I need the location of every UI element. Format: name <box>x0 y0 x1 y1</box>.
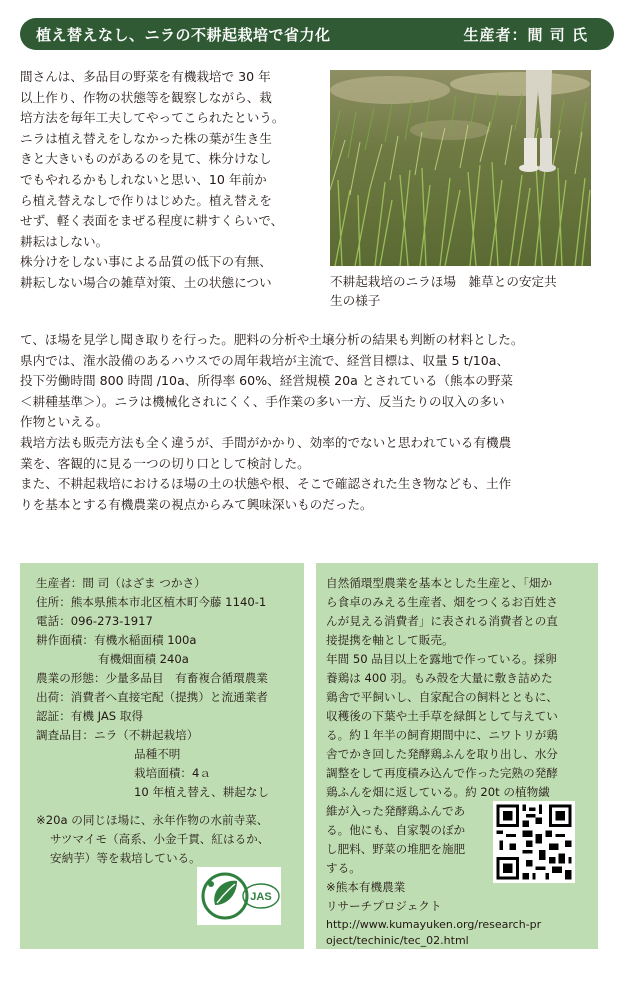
jas-mark-icon <box>197 867 281 925</box>
profile-line: 栽培面積：4ａ <box>134 766 211 780</box>
profile-line: 調査品目：ニラ（不耕起栽培） <box>36 728 199 742</box>
photo-caption <box>330 272 596 310</box>
body-text-narrow <box>20 67 284 294</box>
body-line: せず、軽く表面をまぜる程度に耕すくらいで、 <box>20 213 284 229</box>
qr-code-icon <box>493 801 575 883</box>
body-line: 耕耘はしない。 <box>20 233 109 249</box>
body-line: ら植え替えなしで作りはじめた。植え替えを <box>20 192 272 208</box>
farm-line: る。約１年半の飼育期間中に、ニワトリが鶏 <box>326 728 558 742</box>
farm-line: リサーチプロジェクト <box>326 899 442 913</box>
farm-line: 鶏ふんを畑に返している。約 20t の植物繊 <box>326 785 550 799</box>
farm-line: ※熊本有機農業 <box>326 880 406 894</box>
profile-line: 住所：熊本県熊本市北区植木町今藤 1140-1 <box>36 595 267 609</box>
farm-line: し肥料、野菜の堆肥を施肥 <box>326 842 466 856</box>
profile-line: 認証：有機 JAS 取得 <box>36 709 144 723</box>
farm-line: 養鶏は 400 羽。もみ殻を大量に敷き詰めた <box>326 671 553 685</box>
farm-line: ら食卓のみえる生産者、畑をつくるお百姓さ <box>326 595 558 609</box>
article-title: 植え替えなし、ニラの不耕起栽培で省力化 <box>36 26 331 44</box>
body-line: ＜耕種基準＞）。ニラは機械化されにくく、手作業の多い一方、反当たりの収入の多い <box>20 393 505 409</box>
caption-line: 不耕起栽培のニラほ場 雑草との安定共 <box>330 274 557 289</box>
body-line: 県内では、潅水設備のあるハウスでの周年栽培が主流で、経営目標は、収量 5 t/10a、 <box>20 352 510 368</box>
field-illustration <box>330 70 591 266</box>
farm-line: んが見える消費者」に表される消費者との直 <box>326 614 558 628</box>
profile-line: 農業の形態：少量多品目 有畜複合循環農業 <box>36 671 268 685</box>
farm-line: る。他にも、自家製のぼか <box>326 823 466 837</box>
profile-line: 出荷：消費者へ直接宅配（提携）と流通業者 <box>36 690 268 704</box>
farm-line: 舎でかき回した発酵鶏ふんを取り出し、水分 <box>326 747 558 761</box>
body-line: 耕耘しない場合の雑草対策、土の状態につい <box>20 274 272 290</box>
profile-line: サツマイモ（高系、小金千貫、紅はるか、 <box>50 832 270 846</box>
farm-line: 収穫後の下葉や土手草を緑餌として与えてい <box>326 709 558 723</box>
body-text-wide <box>20 330 524 515</box>
body-line: 株分けをしない事による品質の低下の有無、 <box>20 254 272 270</box>
body-line: ニラは植え替えをしなかった株の葉が生き生 <box>20 130 272 146</box>
profile-line: 有機畑面積 240a <box>98 652 189 666</box>
body-line: 業を、客観的に見る一つの切り口として検討した。 <box>20 455 310 471</box>
profile-line: 生産者：間 司（はざま つかさ） <box>36 576 206 590</box>
jas-logo <box>197 867 281 925</box>
profile-line: 耕作面積：有機水稲面積 100a <box>36 633 197 647</box>
farm-line: 調整をして再度積み込んで作った完熟の発酵 <box>326 766 558 780</box>
producer-name: 生産者：間 司 氏 <box>463 26 588 44</box>
profile-line: 電話：096-273-1917 <box>36 614 153 628</box>
chive-field-photo <box>330 70 591 266</box>
body-line: でもやれるかもしれないと思い、10 年前か <box>20 171 267 187</box>
article-header <box>20 18 614 50</box>
qr-code[interactable] <box>493 801 575 883</box>
profile-line: ※20a の同じほ場に、永年作物の水前寺菜、 <box>36 813 269 827</box>
body-line: 投下労働時間 800 時間 /10a、所得率 60%、経営規模 20a とされている（熊本の野菜 <box>20 373 513 389</box>
farm-line: 維が入った発酵鶏ふんであ <box>326 804 466 818</box>
body-line: きと大きいものがあるのを見て、株分けなし <box>20 151 272 167</box>
profile-line: 品種不明 <box>134 747 181 761</box>
farm-line: 鶏舎で平飼いし、自家配合の飼料とともに、 <box>326 690 558 704</box>
farm-url-line[interactable]: oject/techinic/tec_02.html <box>326 934 469 947</box>
svg-text:JAS: JAS <box>250 891 272 903</box>
farm-line: 接提携を軸として販売。 <box>326 633 454 647</box>
farm-description-box <box>316 563 598 949</box>
body-line: て、ほ場を見学し聞き取りを行った。肥料の分析や土壌分析の結果も判断の材料とした。 <box>20 332 524 347</box>
farm-url-line[interactable]: http://www.kumayuken.org/research-pr <box>326 918 542 931</box>
farm-line: する。 <box>326 861 361 875</box>
body-line: また、不耕起栽培におけるほ場の土の状態や根、そこで確認された生き物なども、土作 <box>20 476 512 492</box>
body-line: 培方法を毎年工夫してやってこられたという。 <box>20 110 285 126</box>
body-line: りを基本とする有機農業の視点からみて興味深いものだった。 <box>20 496 373 512</box>
profile-line: 10 年植え替え、耕起なし <box>134 785 270 799</box>
farm-line: 年間 50 品目以上を露地で作っている。採卵 <box>326 652 557 666</box>
farm-line: 自然循環型農業を基本とした生産と、「畑か <box>326 576 553 590</box>
caption-line: 生の様子 <box>330 293 381 308</box>
body-line: 作物といえる。 <box>20 414 109 430</box>
body-line: 栽培方法も販売方法も全く違うが、手間がかかり、効率的でないと思われている有機農 <box>20 434 512 450</box>
body-line: 以上作り、作物の状態等を観察しながら、栽 <box>20 89 272 105</box>
body-line: 間さんは、多品目の野菜を有機栽培で 30 年 <box>20 69 271 84</box>
profile-line: 安納芋）等を栽培している。 <box>50 851 201 865</box>
